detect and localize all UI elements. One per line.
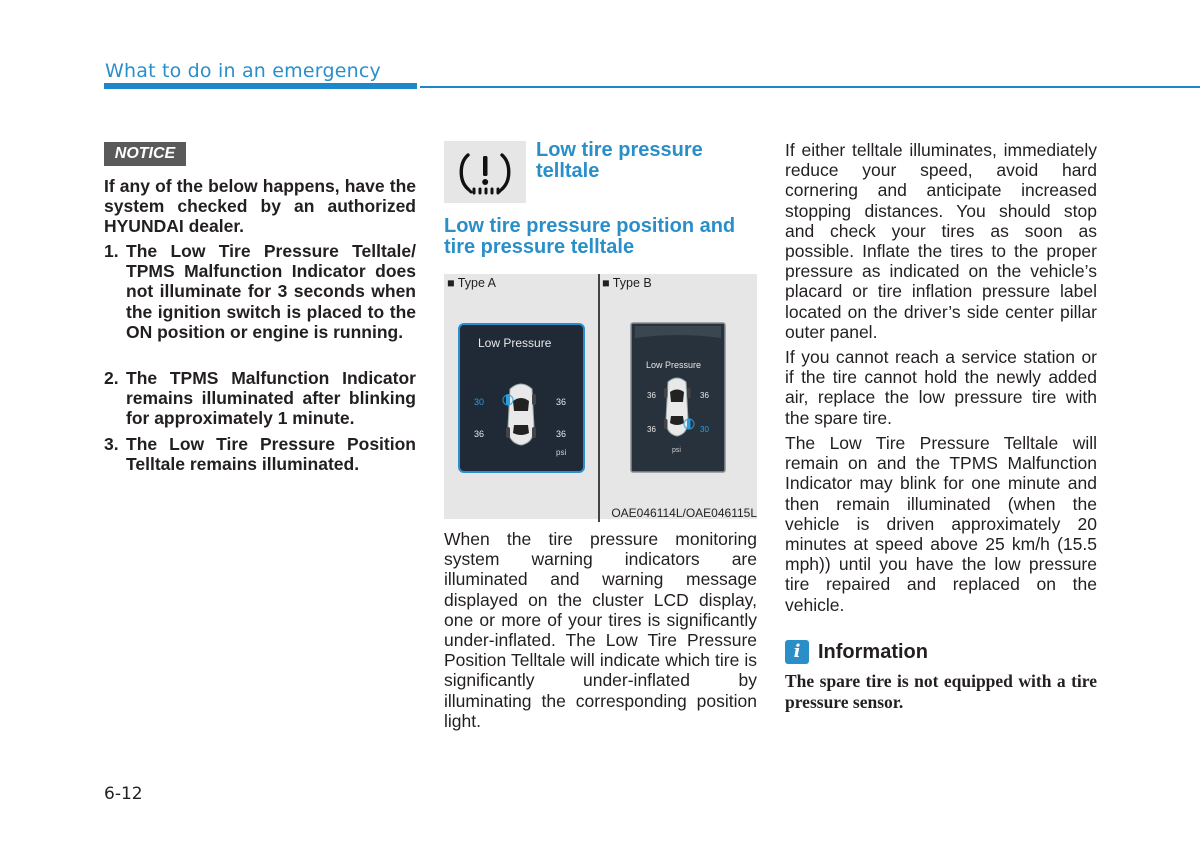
right-paragraph-3: The Low Tire Pressure Telltale will remain on and the TPMS Malfunction Indicator may blink for one minute and then remain illuminated (when the vehicle is driven approximately 20 minutes at speed above 25 km/h (15.5 mph)) until you have the low pressure tire repaired and replaced on the vehicle. xyxy=(785,433,1097,615)
screen-a-rr: 36 xyxy=(556,429,567,439)
notice-item-1 xyxy=(104,241,416,342)
tire-pressure-warning-icon xyxy=(444,141,526,203)
screen-a-rl: 36 xyxy=(474,429,485,439)
screen-b-unit: psi xyxy=(672,447,681,454)
screen-b-rl: 36 xyxy=(647,425,656,434)
screen-b-rr: 30 xyxy=(700,425,709,434)
header-rule-thin xyxy=(420,86,1200,88)
tire-indicator-fr xyxy=(687,388,691,398)
tire-indicator-rr xyxy=(532,427,536,438)
tire-indicator-fr xyxy=(532,394,536,405)
information-title: Information xyxy=(818,641,928,663)
notice-badge: NOTICE xyxy=(104,142,186,166)
screen-a-unit: psi xyxy=(556,448,567,457)
screen-a-fr: 36 xyxy=(556,397,567,407)
notice-item-text: The Low Tire Pressure Telltale/ TPMS Malfunction Indicator does not illuminate for 3 seconds when the ignition switch is placed to the ON position or engine is running. xyxy=(126,241,416,342)
notice-item-number: 1. xyxy=(104,241,119,261)
information-icon: i xyxy=(785,640,809,664)
notice-item-2 xyxy=(104,368,416,429)
notice-intro: If any of the below happens, have the system checked by an authorized HYUNDAI dealer. xyxy=(104,176,416,237)
tire-indicator-fl xyxy=(664,388,668,398)
type-b-cluster-screen xyxy=(630,322,726,473)
header-rule-thick xyxy=(104,83,417,89)
information-text: The spare tire is not equipped with a tire pressure sensor. xyxy=(785,671,1097,712)
telltale-description: When the tire pressure monitoring system warning indicators are illuminated and warning message displayed on the cluster LCD display, one or more of your tires is significantly under-inflated. The Low Tire Pressure Position Telltale will indicate which tire is significantly under-inflated by illuminating the corresponding position light. xyxy=(444,529,757,731)
section-title: What to do in an emergency xyxy=(105,60,381,82)
type-a-cluster-screen xyxy=(458,323,585,473)
screen-a-fl: 30 xyxy=(474,397,485,407)
figure-code: OAE046114L/OAE046115L xyxy=(611,506,757,520)
tire-indicator-rr xyxy=(687,419,691,429)
notice-item-number: 3. xyxy=(104,434,119,454)
notice-item-number: 2. xyxy=(104,368,119,388)
screen-b-fr: 36 xyxy=(700,391,709,400)
page-number: 6-12 xyxy=(104,784,143,804)
notice-item-text: The TPMS Malfunction Indicator remains illuminated after blinking for approximately 1 minute. xyxy=(126,368,416,429)
tire-indicator-rl xyxy=(506,427,510,438)
right-paragraph-2: If you cannot reach a service station or if the tire cannot hold the newly added air, replace the low pressure tire with the spare tire. xyxy=(785,347,1097,428)
tire-indicator-rl xyxy=(664,419,668,429)
type-a-label: ■ Type A xyxy=(447,276,497,290)
position-telltale-heading: Low tire pressure position and tire pressure telltale xyxy=(444,215,736,258)
notice-item-3 xyxy=(104,434,416,474)
telltale-heading: Low tire pressure telltale xyxy=(536,139,703,182)
right-paragraph-1: If either telltale illuminates, immediately reduce your speed, avoid hard cornering and anticipate increased stopping distances. You should stop and check your tires as soon as possible. Inflate the tires to the proper pressure as indicated on the vehicle’s placard or tire inflation pressure label located on the driver’s side center pillar outer panel. xyxy=(785,140,1097,342)
screen-b-fl: 36 xyxy=(647,391,656,400)
screen-a-title: Low Pressure xyxy=(478,336,552,350)
screen-b-title: Low Pressure xyxy=(646,360,702,370)
figure-divider xyxy=(598,274,600,522)
type-b-label: ■ Type B xyxy=(602,276,652,290)
notice-item-text: The Low Tire Pressure Position Telltale remains illuminated. xyxy=(126,434,416,475)
